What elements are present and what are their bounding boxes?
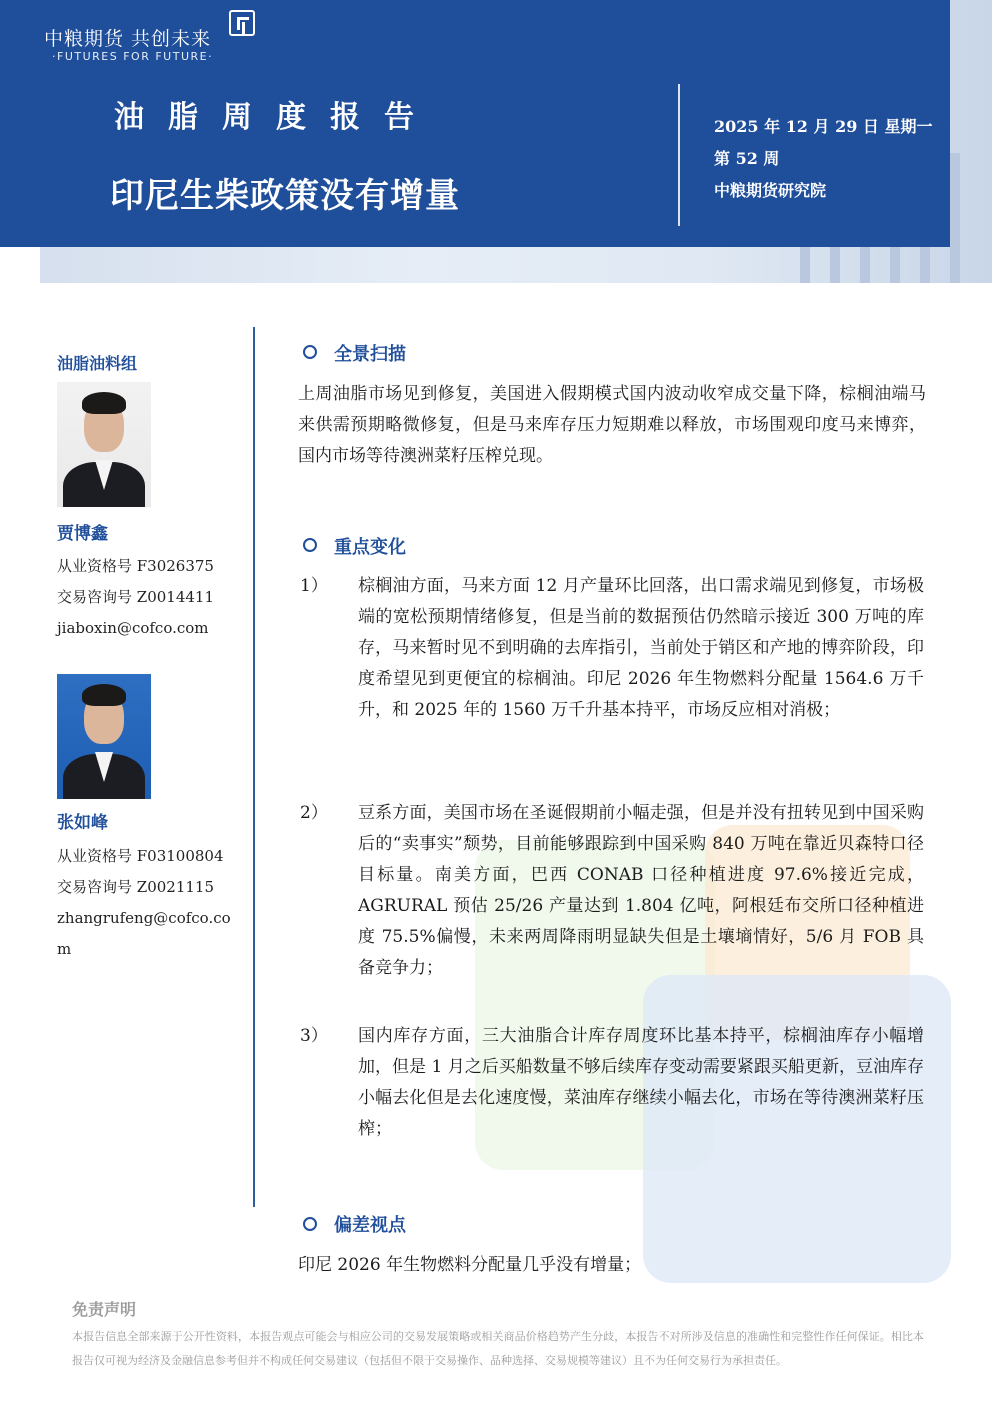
report-institute: 中粮期货研究院 [714,181,827,200]
analyst-photo [57,674,151,799]
report-title: 印尼生柴政策没有增量 [110,176,460,216]
section-bullet-icon [303,345,317,359]
team-name: 油脂油料组 [57,354,138,373]
item-number: 1） [300,576,328,596]
item-text: 棕榈油方面，马来方面 12 月产量环比回落，出口需求端见到修复，市场极端的宽松预期情绪修复，但是当前的数据预估仍然暗示接近 300 万吨的库存，马来暂时见不到明确的去库指引，当前处于销区和产地的博弈阶段，印度希望见到更便宜的棕榈油。印尼 2026 年生物燃料分配量 1564.6 万千升，和 2025 年的 1560 万千升基本持平，市场反应相对消极； [358,576,924,720]
item-text: 豆系方面，美国市场在圣诞假期前小幅走强，但是并没有扭转见到中国采购后的“卖事实”颓势，目前能够跟踪到中国采购 840 万吨在靠近贝森特口径目标量。南美方面，巴西 CONAB 口径种植进度 97.6%接近完成，AGRURAL 预估 25/26 产量达到 1.804 亿吨，阿根廷布交所口径种植进度 75.5%偏慢，未来两周降雨明显缺失但是土壤墒情好，5/6 月 FOB 具备竞争力； [358,803,924,978]
logo-slogan: ·FUTURES FOR FUTURE· [52,50,214,63]
analyst-photo [57,382,151,507]
report-week: 第 52 周 [714,149,780,168]
header-divider [678,84,680,226]
analyst-email[interactable]: jiaboxin@cofco.com [57,619,209,637]
section-heading-deviation: 偏差视点 [334,1215,406,1236]
header-banner [0,0,950,247]
overview-text: 上周油脂市场见到修复，美国进入假期模式国内波动收窄成交量下降，棕榈油端马来供需预期略微修复，但是马来库存压力短期难以释放，市场围观印度马来博弈，国内市场等待澳洲菜籽压榨兑现。 [298,384,926,466]
section-bullet-icon [303,1217,317,1231]
analyst-info [57,841,237,965]
item-number: 3） [300,1026,328,1046]
analyst-name: 贾博鑫 [57,524,108,544]
analyst-advisor: 交易咨询号 Z0021115 [57,878,214,896]
section-heading-changes: 重点变化 [334,537,406,558]
disclaimer-text: 本报告信息全部来源于公开性资料，本报告观点可能会与相应公司的交易发展策略或相关商品价格趋势产生分歧，本报告不对所涉及信息的准确性和完整性作任何保证。相比本报告仅可视为经济及金融信息参考但并不构成任何交易建议（包括但不限于交易操作、品种选择、交易规模等建议）且不为任何交易行为承担责任。 [72,1330,924,1367]
logo-icon [229,10,255,36]
analyst-info [57,551,237,644]
sidebar-divider [253,327,255,1207]
analyst-advisor: 交易咨询号 Z0014411 [57,588,214,606]
disclaimer-title: 免责声明 [72,1300,137,1319]
analyst-license: 从业资格号 F3026375 [57,557,214,575]
section-bullet-icon [303,538,317,552]
deviation-text: 印尼 2026 年生物燃料分配量几乎没有增量； [298,1255,642,1275]
report-date: 2025 年 12 月 29 日 星期一 [714,117,933,136]
analyst-license: 从业资格号 F03100804 [57,847,224,865]
section-heading-overview: 全景扫描 [334,344,406,365]
report-type: 油脂周度报告 [114,100,438,135]
analyst-name: 张如峰 [57,813,108,833]
logo-text: 中粮期货 共创未来 [44,28,212,50]
item-text: 国内库存方面，三大油脂合计库存周度环比基本持平，棕榈油库存小幅增加，但是 1 月之后买船数量不够后续库存变动需要紧跟买船更新，豆油库存小幅去化但是去化速度慢，菜油库存继续小幅去化，市场在等待澳洲菜籽压榨； [358,1026,924,1139]
photo-hair [82,392,126,414]
item-number: 2） [300,803,328,823]
photo-hair [82,684,126,706]
analyst-email[interactable]: zhangrufeng@cofco.com [57,909,231,958]
decor-bar [950,153,960,283]
